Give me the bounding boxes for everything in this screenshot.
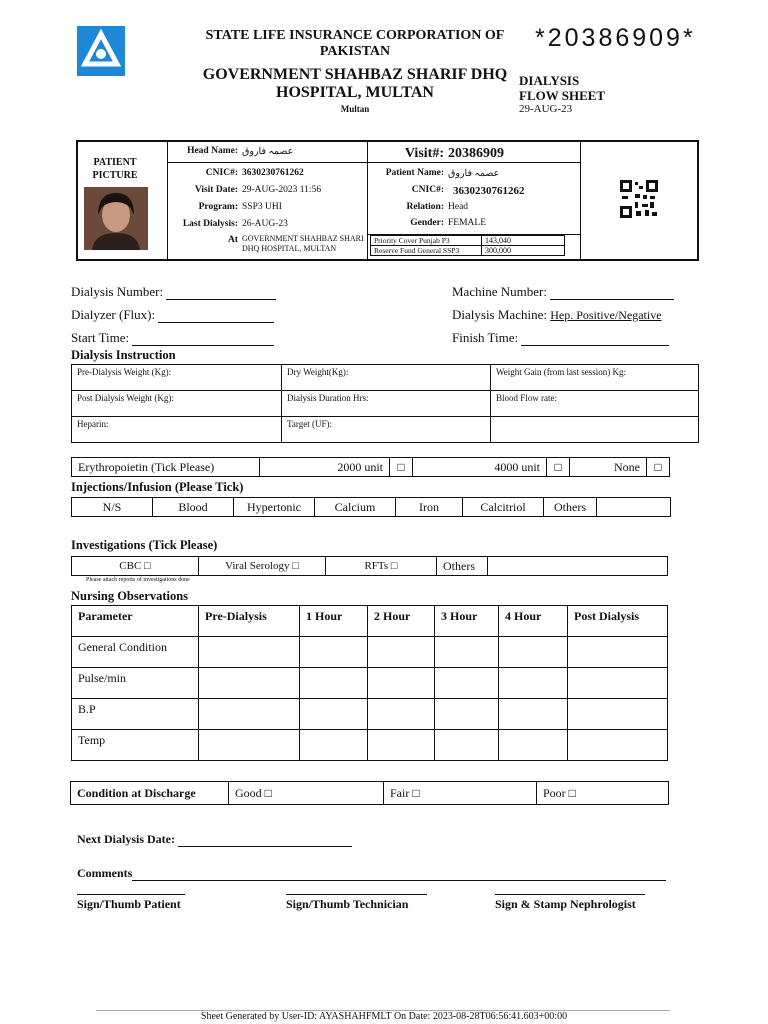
at-label: At [227, 235, 238, 245]
nursing-header: Parameter [72, 606, 199, 637]
heparin-cell[interactable]: Heparin: [72, 417, 282, 443]
post-weight-cell[interactable]: Post Dialysis Weight (Kg): [72, 391, 282, 417]
epo-4000-checkbox[interactable]: □ [547, 458, 570, 477]
machine-number-field[interactable]: Machine Number: [452, 284, 674, 300]
patient-name-value: عصمہ فاروق [448, 169, 500, 179]
cnic2-value: 3630230761262 [453, 185, 525, 197]
program-value: SSP3 UHI [242, 202, 282, 212]
epo-none-checkbox[interactable]: □ [647, 458, 670, 477]
epo-none: None [570, 458, 647, 477]
pre-weight-cell[interactable]: Pre-Dialysis Weight (Kg): [72, 365, 282, 391]
city: Multan [340, 104, 370, 114]
investigations-title: Investigations (Tick Please) [71, 538, 218, 552]
inj-others[interactable]: Others [544, 498, 597, 517]
patient-photo [84, 187, 148, 250]
row-label: General Condition [72, 637, 199, 668]
priority-value: 143,040 [482, 236, 565, 246]
nursing-table [71, 605, 668, 761]
slic-logo [77, 26, 125, 76]
table-row [72, 637, 668, 668]
discharge-good[interactable]: Good □ [229, 782, 384, 805]
cnic2-label: CNIC#: [411, 185, 444, 195]
nursing-header: Pre-Dialysis [199, 606, 300, 637]
sign-line [495, 894, 645, 895]
sheet-date: 29-AUG-23 [519, 103, 573, 115]
visit-date-value: 29-AUG-2023 11:56 [242, 185, 322, 195]
start-time-field[interactable]: Start Time: [71, 330, 274, 346]
discharge-fair[interactable]: Fair □ [384, 782, 537, 805]
discharge-label: Condition at Discharge [71, 782, 229, 805]
row-label: Pulse/min [72, 668, 199, 699]
picture-label: PATIENT PICTURE [92, 157, 138, 181]
discharge-poor[interactable]: Poor □ [537, 782, 669, 805]
inj-calcium[interactable]: Calcium [315, 498, 396, 517]
dialysis-number-field[interactable]: Dialysis Number: [71, 284, 276, 300]
discharge-row [70, 781, 669, 805]
program-label: Program: [198, 202, 238, 212]
inv-others[interactable]: Others [437, 557, 488, 576]
inv-blank[interactable] [488, 557, 668, 576]
gender-label: Gender: [410, 218, 444, 228]
qr-code-icon [620, 180, 658, 223]
sign-line [77, 894, 185, 895]
inv-viral[interactable]: Viral Serology □ [199, 557, 326, 576]
empty-cell [491, 417, 699, 443]
org-name: STATE LIFE INSURANCE CORPORATION OF PAKISTAN [205, 28, 505, 59]
inj-calcitriol[interactable]: Calcitriol [463, 498, 544, 517]
blood-flow-cell[interactable]: Blood Flow rate: [491, 391, 699, 417]
gender-value: FEMALE [448, 218, 486, 228]
investigations-note: Please attach reports of investigations done [86, 577, 190, 583]
epo-2000: 2000 unit [260, 458, 390, 477]
coverage-table [370, 235, 565, 256]
nursing-title: Nursing Observations [71, 589, 189, 603]
inv-rfts[interactable]: RFTs □ [326, 557, 437, 576]
investigations-row [71, 556, 668, 576]
visit-label: Visit#: [404, 146, 444, 161]
reserve-label: Reserve Fund General SSP3 [371, 246, 482, 256]
next-dialysis-date-field[interactable]: Next Dialysis Date: [77, 832, 352, 847]
head-name-label: Head Name: [187, 146, 238, 156]
relation-value: Head [448, 202, 469, 212]
row-label: B.P [72, 699, 199, 730]
visit-number: 20386909 [448, 146, 504, 161]
cnic-label: CNIC#: [205, 168, 238, 178]
injections-row [71, 497, 671, 517]
barcode-text: *20386909* [535, 24, 696, 52]
sign-patient: Sign/Thumb Patient [77, 897, 181, 911]
sheet-title: DIALYSIS FLOW SHEET [519, 73, 606, 103]
epo-4000: 4000 unit [413, 458, 547, 477]
instruction-table [71, 364, 699, 443]
finish-time-field[interactable]: Finish Time: [452, 330, 669, 346]
nursing-header: Post Dialysis [568, 606, 668, 637]
hospital-name: GOVERNMENT SHAHBAZ SHARIF DHQ HOSPITAL, MULTAN [202, 66, 508, 101]
head-name-value: عصمہ فاروق [242, 147, 294, 157]
sign-nephrologist: Sign & Stamp Nephrologist [495, 897, 636, 911]
visit-date-label: Visit Date: [194, 185, 238, 195]
dry-weight-cell[interactable]: Dry Weight(Kg): [282, 365, 491, 391]
epo-label: Erythropoietin (Tick Please) [72, 458, 260, 477]
comments-field[interactable]: Comments [77, 866, 666, 881]
weight-gain-cell[interactable]: Weight Gain (from last session) Kg: [491, 365, 699, 391]
inv-cbc[interactable]: CBC □ [72, 557, 199, 576]
table-row [72, 730, 668, 761]
reserve-value: 300,000 [482, 246, 565, 256]
inj-hypertonic[interactable]: Hypertonic [234, 498, 315, 517]
injections-title: Injections/Infusion (Please Tick) [71, 480, 244, 494]
row-label: Temp [72, 730, 199, 761]
inj-iron[interactable]: Iron [396, 498, 463, 517]
inj-ns[interactable]: N/S [72, 498, 153, 517]
inj-blood[interactable]: Blood [153, 498, 234, 517]
last-dialysis-label: Last Dialysis: [182, 219, 238, 229]
sign-technician: Sign/Thumb Technician [286, 897, 409, 911]
epo-2000-checkbox[interactable]: □ [390, 458, 413, 477]
epo-row [71, 457, 670, 477]
nursing-header: 4 Hour [499, 606, 568, 637]
sign-line [286, 894, 427, 895]
duration-cell[interactable]: Dialysis Duration Hrs: [282, 391, 491, 417]
last-dialysis-value: 26-AUG-23 [242, 219, 288, 229]
cnic-value: 3630230761262 [242, 168, 304, 178]
relation-label: Relation: [406, 202, 444, 212]
dialyzer-field[interactable]: Dialyzer (Flux): [71, 307, 274, 323]
table-row [72, 668, 668, 699]
nursing-header: 3 Hour [435, 606, 499, 637]
target-cell[interactable]: Target (UF): [282, 417, 491, 443]
hep-status: Hep. Positive/Negative [550, 308, 662, 322]
inj-blank[interactable] [597, 498, 671, 517]
footer-text: Sheet Generated by User-ID: AYASHAHFMLT On Date: 2023-08-28T06:56:41.603+00:00 [200, 1011, 568, 1022]
instruction-title: Dialysis Instruction [71, 348, 176, 362]
dialysis-machine-field: Dialysis Machine: Hep. Positive/Negative [452, 307, 662, 322]
table-row [72, 699, 668, 730]
at-value: GOVERNMENT SHAHBAZ SHARI DHQ HOSPITAL, MULTAN [242, 234, 364, 253]
patient-name-label: Patient Name: [385, 168, 444, 178]
nursing-header: 1 Hour [300, 606, 368, 637]
priority-label: Priority Cover Punjab P3 [371, 236, 482, 246]
nursing-header: 2 Hour [368, 606, 435, 637]
